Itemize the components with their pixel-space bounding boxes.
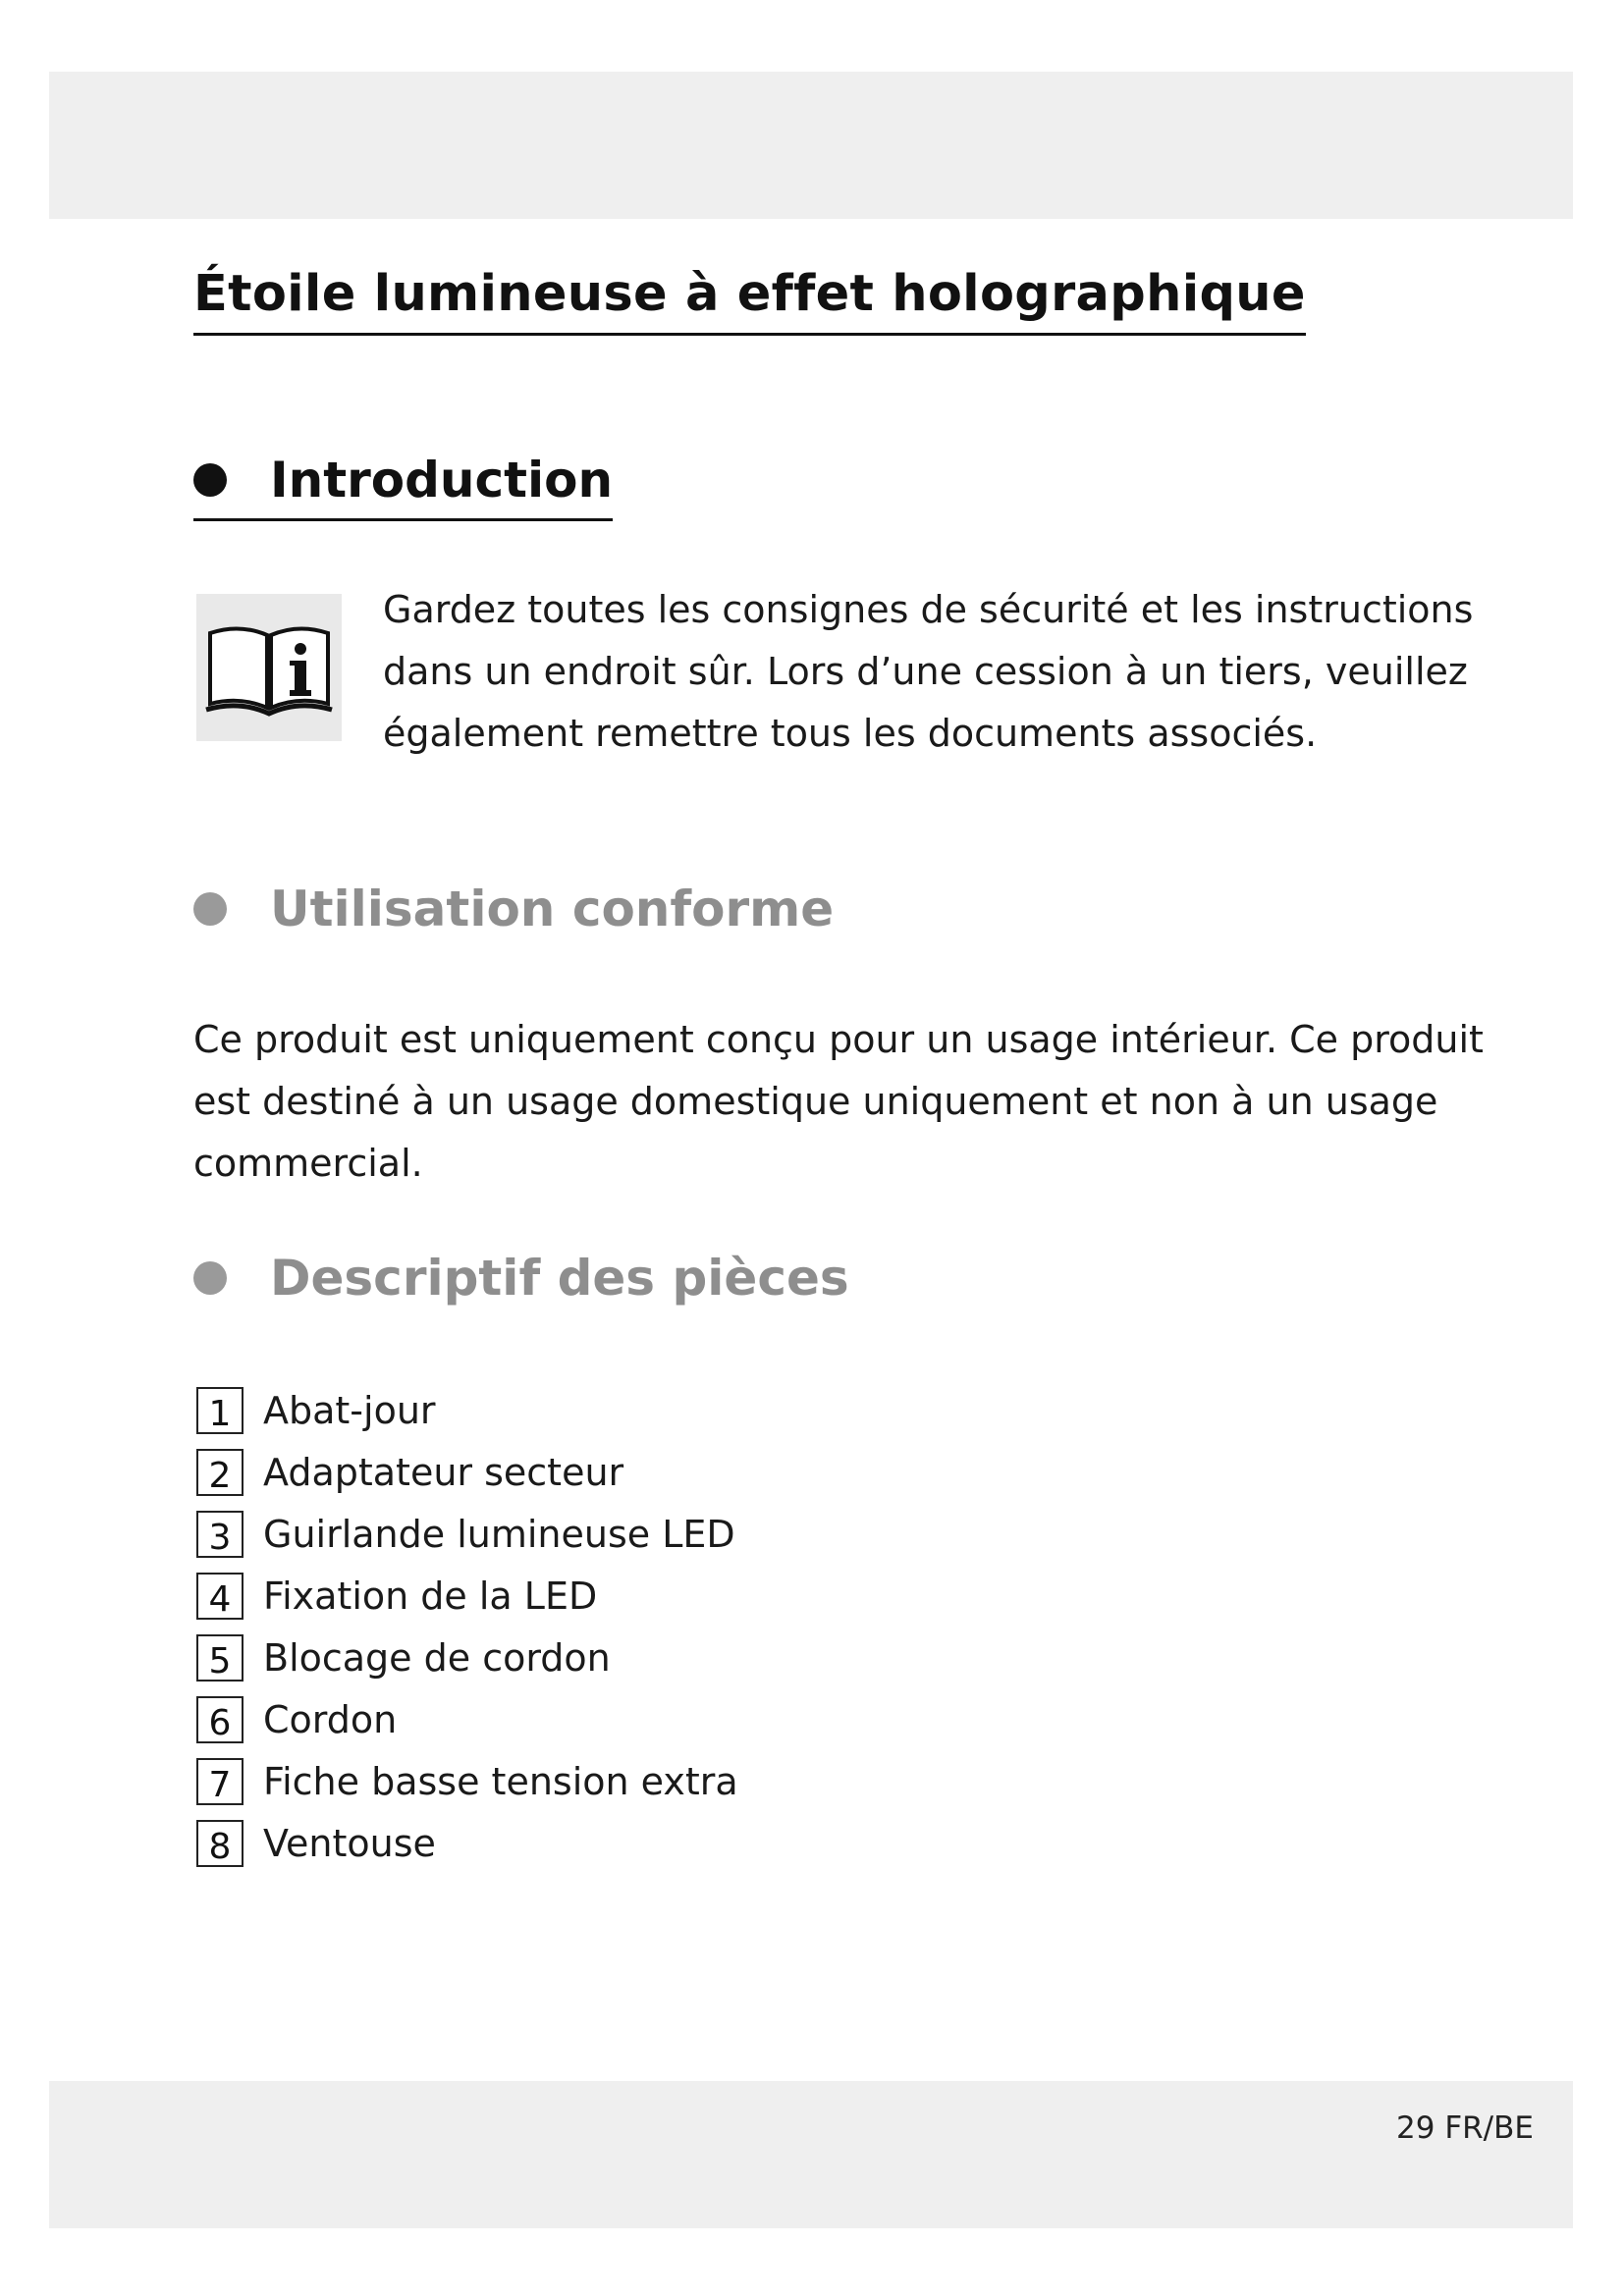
bullet-icon — [193, 463, 227, 497]
part-label: Blocage de cordon — [263, 1635, 611, 1680]
part-number-box: 1 — [196, 1387, 244, 1434]
part-label: Ventouse — [263, 1821, 436, 1865]
part-label: Guirlande lumineuse LED — [263, 1512, 735, 1556]
list-item — [196, 1441, 738, 1503]
part-label: Fiche basse tension extra — [263, 1759, 738, 1803]
list-item — [196, 1503, 738, 1565]
part-number-box: 6 — [196, 1696, 244, 1743]
part-label: Cordon — [263, 1697, 398, 1741]
part-number-box: 4 — [196, 1573, 244, 1620]
page-title: Étoile lumineuse à effet holographique — [193, 265, 1306, 336]
part-number-box: 5 — [196, 1634, 244, 1682]
parts-list — [196, 1379, 738, 1874]
part-label: Fixation de la LED — [263, 1574, 598, 1618]
section-heading-usage — [193, 881, 834, 937]
section-heading-parts — [193, 1250, 849, 1307]
bullet-icon — [193, 892, 227, 926]
part-label: Abat-jour — [263, 1388, 436, 1432]
usage-text: Ce produit est uniquement conçu pour un usage intérieur. Ce produit est destiné à un usage domestique uniquement et non à un usage commercial. — [193, 1018, 1484, 1185]
bullet-icon — [193, 1261, 227, 1295]
list-item — [196, 1627, 738, 1688]
part-number-box: 3 — [196, 1511, 244, 1558]
list-item — [196, 1565, 738, 1627]
part-number-box: 2 — [196, 1449, 244, 1496]
section-heading-text: Utilisation conforme — [270, 881, 835, 937]
introduction-text: Gardez toutes les consignes de sécurité et les instructions dans un endroit sûr. Lors d’une cession à un tiers, veuillez également remettre tous les documents associés. — [383, 588, 1474, 755]
part-number-box: 7 — [196, 1758, 244, 1805]
footer-band — [49, 2081, 1573, 2228]
list-item — [196, 1812, 738, 1874]
info-book-icon — [196, 594, 342, 741]
part-label: Adaptateur secteur — [263, 1450, 624, 1494]
section-heading-text: Introduction — [270, 452, 614, 508]
header-band — [49, 72, 1573, 219]
list-item — [196, 1379, 738, 1441]
list-item — [196, 1688, 738, 1750]
section-heading-introduction — [193, 452, 613, 521]
part-number-box: 8 — [196, 1820, 244, 1867]
section-heading-text: Descriptif des pièces — [270, 1250, 849, 1307]
list-item — [196, 1750, 738, 1812]
page-number: 29 FR/BE — [1396, 2110, 1534, 2146]
